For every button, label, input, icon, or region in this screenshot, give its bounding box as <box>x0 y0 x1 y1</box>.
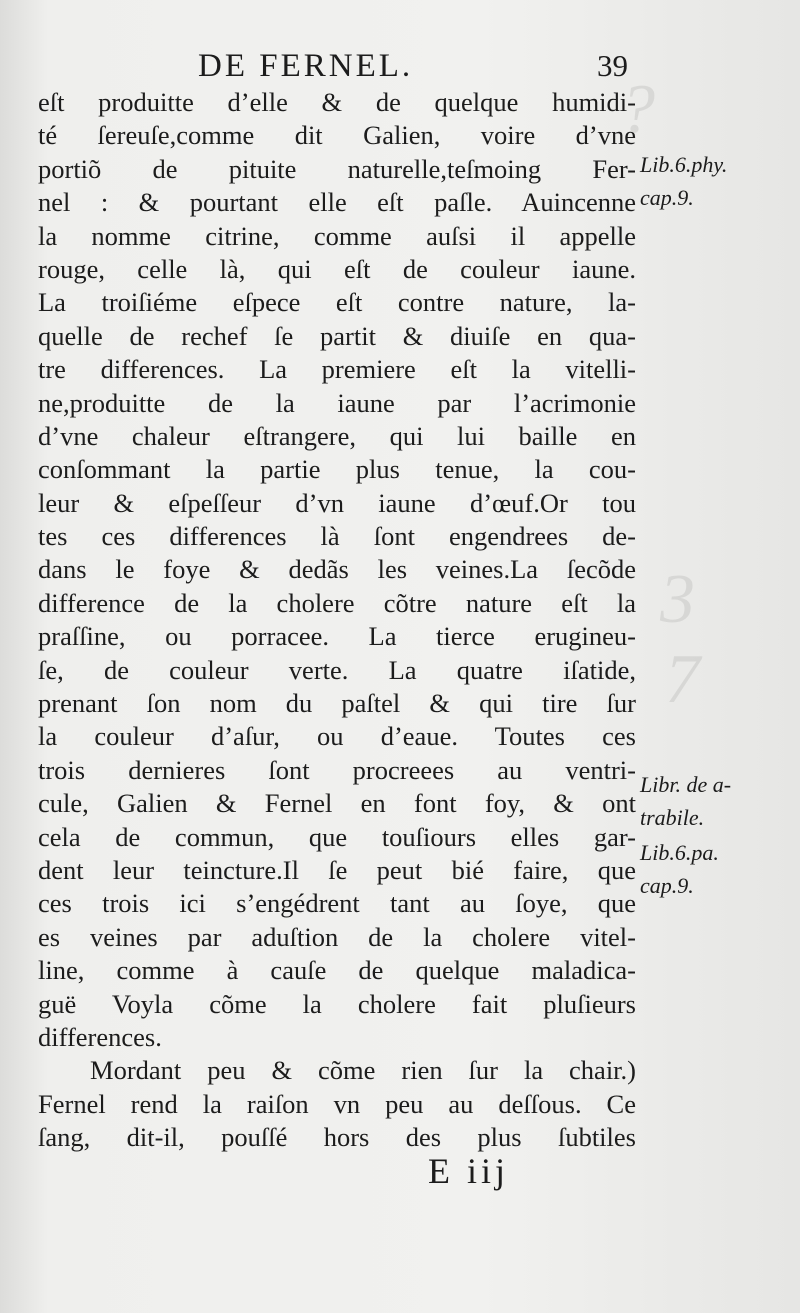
text-line: conſommant la partie plus tenue, la cou- <box>38 454 636 485</box>
text-line: dent leur teincture.Il ſe peut bié faire, que <box>38 854 636 885</box>
bleed-through-mark: ? <box>620 71 655 148</box>
body-text <box>38 86 636 1155</box>
margin-notes <box>640 0 795 1313</box>
text-line: La troiſiéme eſpece eſt contre nature, la- <box>38 287 636 318</box>
text-line: cela de commun, que touſiours elles gar- <box>38 821 636 852</box>
margin-note-reference: Lib.6.pa. <box>640 840 719 865</box>
signature-mark: E iij <box>428 1151 509 1191</box>
page-header <box>198 48 628 88</box>
text-line: d’vne chaleur eſtrangere, qui lui baille en <box>38 420 636 451</box>
text-line: quelle de rechef ſe partit & diuiſe en qua- <box>38 320 636 351</box>
text-line: leur & eſpeſſeur d’vn iaune d’œuf.Or tou <box>38 487 636 518</box>
text-line: tes ces differences là ſont engendrees de- <box>38 521 636 552</box>
text-line: té ſereuſe,comme dit Galien, voire d’vne <box>38 120 636 151</box>
text-line: la nomme citrine, comme auſsi il appelle <box>38 220 636 251</box>
text-line: guë Voyla cõme la cholere fait pluſieurs <box>38 988 636 1019</box>
text-line: la couleur d’aſur, ou d’eaue. Toutes ces <box>38 721 636 752</box>
text-line: portiõ de pituite naturelle,teſmoing Fer- <box>38 153 636 184</box>
bleed-through-mark: 7 <box>665 641 700 718</box>
margin-note-reference: trabile. <box>640 805 705 830</box>
margin-note-reference: cap.9. <box>640 185 694 210</box>
text-line: ſang, dit-il, pouſſé hors des plus ſubtiles <box>38 1122 636 1153</box>
margin-note-reference: Libr. de a- <box>640 772 732 797</box>
text-line: ces trois ici s’engédrent tant au ſoye, que <box>38 888 636 919</box>
text-line: eſt produitte d’elle & de quelque humidi- <box>38 87 636 117</box>
text-line: differences. <box>38 1021 162 1052</box>
text-line: nel : & pourtant elle eſt paſle. Auincenne <box>38 187 636 218</box>
bleed-through-mark: 3 <box>660 561 695 638</box>
text-line: prenant ſon nom du paſtel & qui tire ſur <box>38 688 636 719</box>
text-line: tre differences. La premiere eſt la vitelli- <box>38 354 636 385</box>
text-line: ſe, de couleur verte. La quatre iſatide, <box>38 654 636 685</box>
text-line: Mordant peu & cõme rien ſur la chair.) <box>90 1055 636 1086</box>
text-line: difference de la cholere cõtre nature eſt la <box>38 587 636 618</box>
page-number: 39 <box>597 48 628 83</box>
text-line: ne,produitte de la iaune par l’acrimonie <box>38 387 636 418</box>
text-line: rouge, celle là, qui eſt de couleur iaune. <box>38 253 636 284</box>
text-line: praſſine, ou porracee. La tierce erugineu- <box>38 621 636 652</box>
text-line: es veines par aduſtion de la cholere vitel- <box>38 921 636 952</box>
margin-note-reference: cap.9. <box>640 873 694 898</box>
margin-note-reference: Lib.6.phy. <box>640 152 728 177</box>
text-line: Fernel rend la raiſon vn peu au deſſous. Ce <box>38 1088 636 1119</box>
text-line: cule, Galien & Fernel en font foy, & ont <box>38 788 636 819</box>
text-line: dans le foye & dedãs les veines.La ſecõde <box>38 554 636 585</box>
text-line: line, comme à cauſe de quelque maladica- <box>38 955 636 986</box>
running-head: DE FERNEL. <box>198 48 414 84</box>
text-line: trois dernieres ſont procreees au ventri- <box>38 754 636 785</box>
